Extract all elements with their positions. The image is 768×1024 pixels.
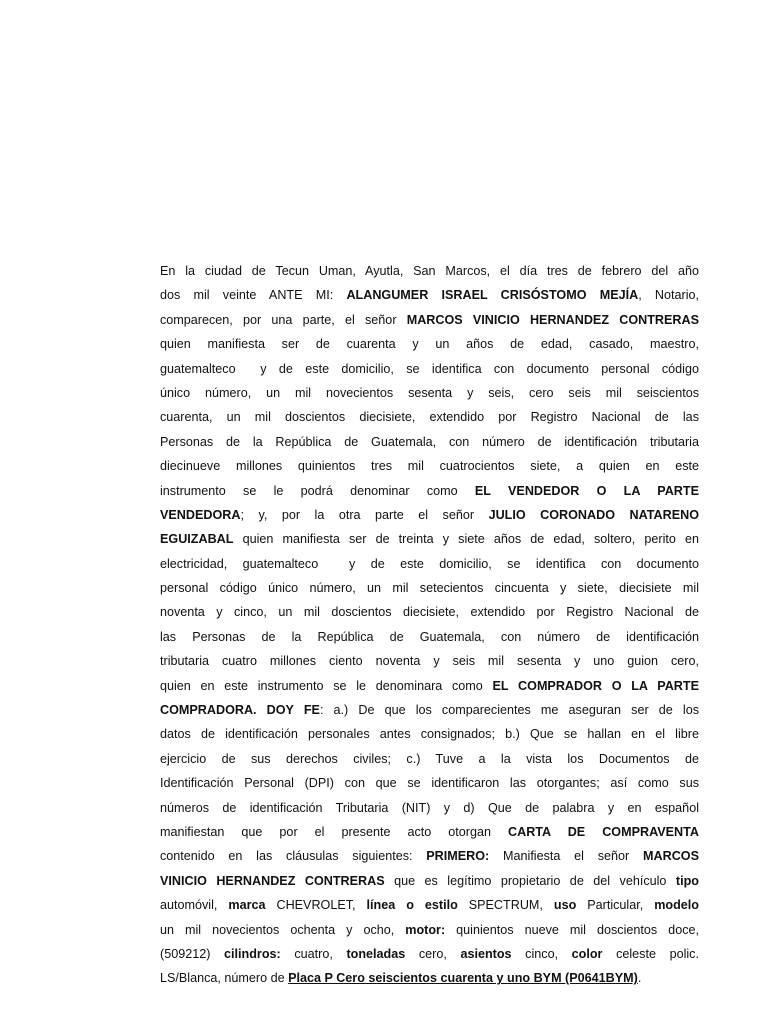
body-text: automóvil,: [160, 898, 229, 913]
body-text: instrumento se le podrá denominar como: [160, 483, 475, 498]
bold-text: tipo: [675, 873, 699, 888]
text-line: [160, 844, 699, 868]
bold-text: PRIMERO:: [426, 849, 490, 864]
text-line: [160, 918, 699, 942]
body-text: datos de identificación personales antes consignados; b.) Que se hallan en el libre: [160, 727, 699, 742]
text-line: [160, 674, 699, 698]
bold-text: asientos: [460, 946, 512, 961]
bold-text: cilindros:: [224, 946, 281, 961]
bold-text: Placa P Cero seiscientos cuarenta y uno BYM (P0641BYM): [288, 971, 638, 986]
text-line: [160, 942, 699, 966]
body-text: noventa y cinco, un mil doscientos diecisiete, extendido por Registro Nacional de: [160, 605, 699, 620]
body-text: manifiestan que por el presente acto otorgan: [160, 824, 509, 839]
body-text: SPECTRUM,: [457, 898, 554, 913]
body-text: tributaria cuatro millones ciento noventa y seis mil sesenta y uno guion cero,: [160, 654, 699, 669]
body-text: ; y, por la otra parte el señor: [240, 507, 489, 522]
body-text: diecinueve millones quinientos tres mil cuatrocientos siete, a quien en este: [160, 459, 699, 474]
bold-text: motor:: [405, 922, 446, 937]
text-line: [160, 966, 699, 990]
body-text: guatemalteco y de este domicilio, se identifica con documento personal código: [160, 361, 699, 376]
bold-text: ALANGUMER ISRAEL CRISÓSTOMO MEJÍA: [346, 288, 639, 303]
body-text: cuarenta, un mil doscientos diecisiete, extendido por Registro Nacional de las: [160, 410, 699, 425]
text-line: [160, 869, 699, 893]
body-text: ejercicio de sus derechos civiles; c.) Tuve a la vista los Documentos de: [160, 751, 699, 766]
body-text: celeste polic.: [602, 946, 699, 961]
text-line: [160, 405, 699, 429]
text-line: [160, 479, 699, 503]
body-text: números de identificación Tributaria (NIT) y d) Que de palabra y en español: [160, 800, 699, 815]
body-text: .: [637, 971, 642, 986]
body-text: quien manifiesta ser de cuarenta y un años de edad, casado, maestro,: [160, 337, 699, 352]
bold-text: EL COMPRADOR O LA PARTE: [492, 678, 699, 693]
text-line: [160, 796, 699, 820]
bold-text: MARCOS VINICIO HERNANDEZ CONTRERAS: [406, 312, 699, 327]
bold-text: marca: [228, 898, 266, 913]
text-line: [160, 747, 699, 771]
body-text: Identificación Personal (DPI) con que se identificaron las otorgantes; así como sus: [160, 776, 699, 791]
body-text: quien en este instrumento se le denominara como: [160, 678, 493, 693]
bold-text: EGUIZABAL: [160, 532, 234, 547]
bold-text: VENDEDORA: [160, 507, 241, 522]
bold-text: COMPRADORA. DOY FE: [160, 703, 320, 718]
text-line: [160, 820, 699, 844]
text-line: [160, 722, 699, 746]
body-text: electricidad, guatemalteco y de este domicilio, se identifica con documento: [160, 556, 699, 571]
body-text: quinientos nueve mil doscientos doce,: [445, 922, 699, 937]
bold-text: MARCOS: [643, 849, 700, 864]
body-text: cinco,: [511, 946, 572, 961]
body-text: las Personas de la República de Guatemala, con número de identificación: [160, 629, 699, 644]
body-text: CHEVROLET,: [265, 898, 367, 913]
body-text: comparecen, por una parte, el señor: [160, 312, 407, 327]
body-text: único número, un mil novecientos sesenta y seis, cero seis mil seiscientos: [160, 385, 699, 400]
text-line: [160, 771, 699, 795]
body-text: personal código único número, un mil setecientos cincuenta y siete, diecisiete mil: [160, 581, 699, 596]
text-line: [160, 698, 699, 722]
body-text: : a.) De que los comparecientes me aseguran ser de los: [319, 703, 699, 718]
bold-text: modelo: [654, 898, 699, 913]
text-line: [160, 308, 699, 332]
body-text: (509212): [160, 946, 225, 961]
bold-text: uso: [553, 898, 577, 913]
bold-text: línea o estilo: [366, 898, 458, 913]
bold-text: EL VENDEDOR O LA PARTE: [474, 483, 699, 498]
body-text: Particular,: [576, 898, 655, 913]
bold-text: toneladas: [346, 946, 406, 961]
text-line: [160, 625, 699, 649]
text-line: [160, 552, 699, 576]
body-text: Manifiesta el señor: [489, 849, 644, 864]
body-text: un mil novecientos ochenta y ocho,: [160, 922, 406, 937]
body-text: cuatro,: [280, 946, 347, 961]
text-line: [160, 454, 699, 478]
body-text: dos mil veinte ANTE MI:: [160, 288, 347, 303]
body-text: LS/Blanca, número de: [160, 971, 289, 986]
text-line: [160, 649, 699, 673]
text-line: [160, 357, 699, 381]
body-text: cero,: [405, 946, 461, 961]
bold-text: VINICIO HERNANDEZ CONTRERAS: [160, 873, 385, 888]
text-line: [160, 527, 699, 551]
bold-text: CARTA DE COMPRAVENTA: [508, 824, 699, 839]
text-line: [160, 576, 699, 600]
body-text: que es legítimo propietario de del vehículo: [384, 873, 676, 888]
text-line: [160, 332, 699, 356]
bold-text: color: [571, 946, 603, 961]
body-text: contenido en las cláusulas siguientes:: [160, 849, 427, 864]
body-text: , Notario,: [638, 288, 700, 303]
body-text: Personas de la República de Guatemala, con número de identificación tributaria: [160, 434, 699, 449]
body-text: quien manifiesta ser de treinta y siete años de edad, soltero, perito en: [233, 532, 699, 547]
text-line: [160, 600, 699, 624]
text-line: [160, 259, 699, 283]
text-line: [160, 893, 699, 917]
text-line: [160, 283, 699, 307]
text-line: [160, 503, 699, 527]
bold-text: JULIO CORONADO NATARENO: [488, 507, 700, 522]
text-line: [160, 381, 699, 405]
body-text: En la ciudad de Tecun Uman, Ayutla, San Marcos, el día tres de febrero del año: [160, 264, 699, 278]
contract-text: [160, 259, 699, 991]
text-line: [160, 430, 699, 454]
